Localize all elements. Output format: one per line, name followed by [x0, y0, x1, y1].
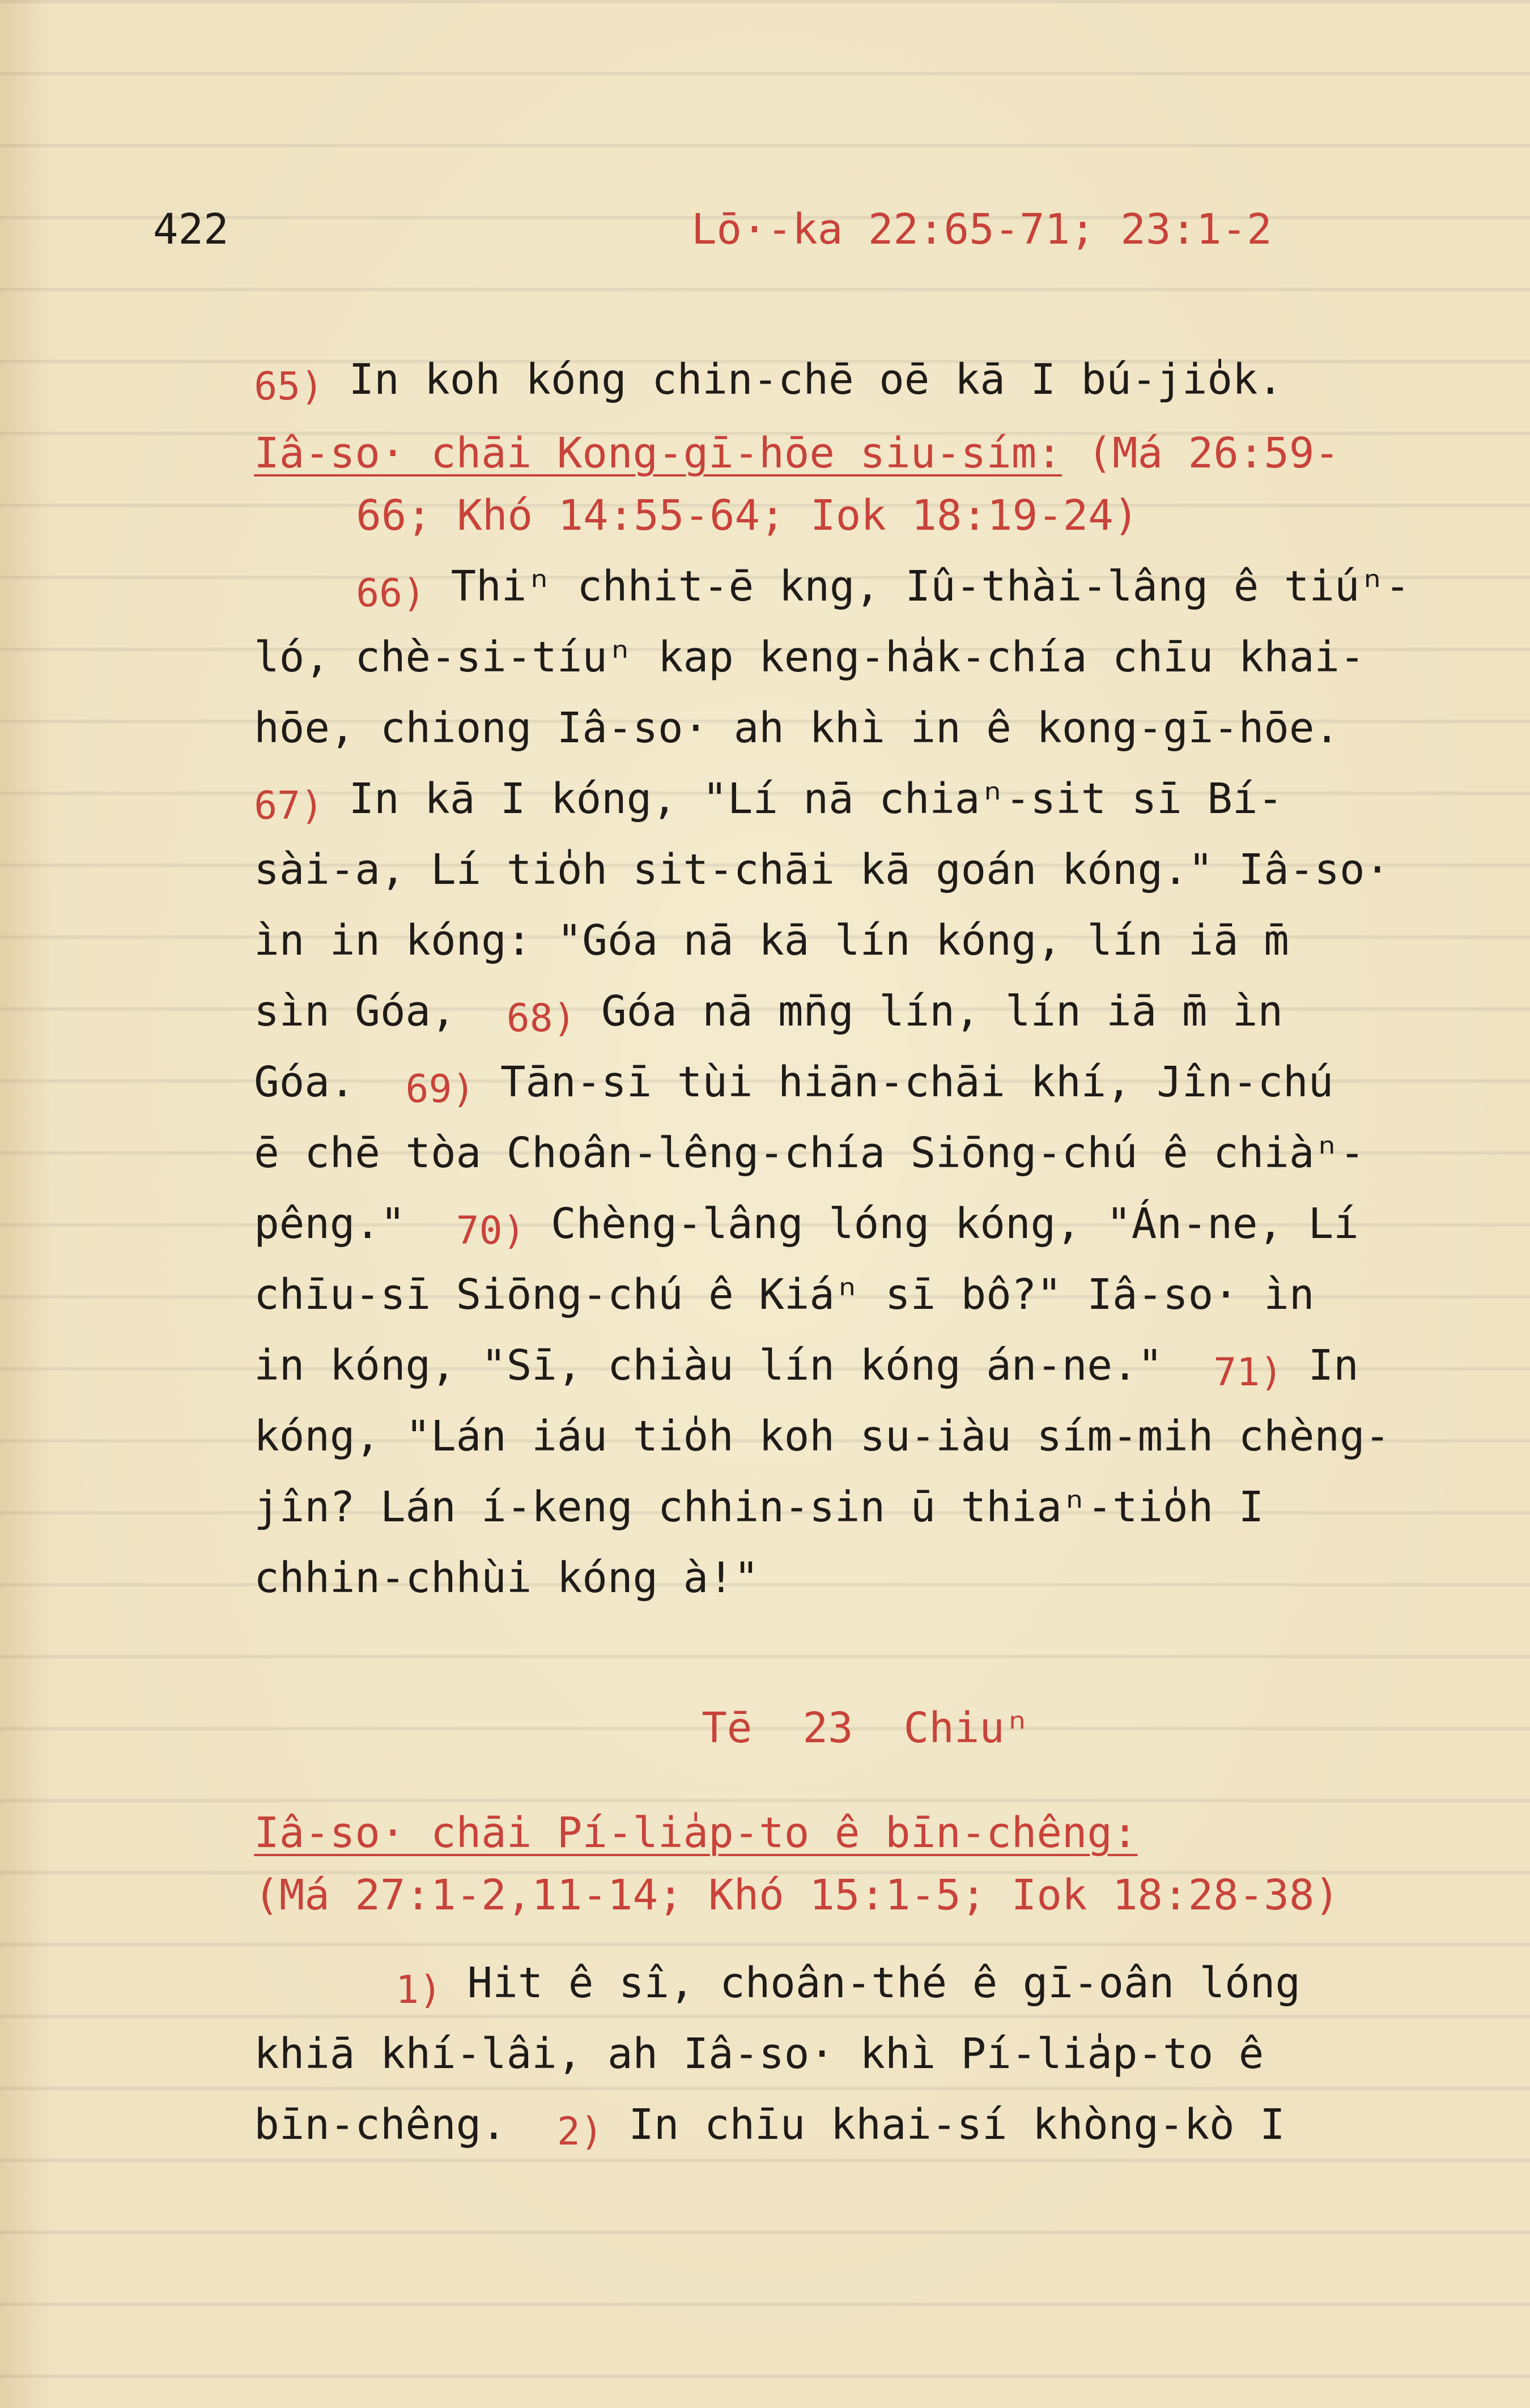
verse-line	[153, 1130, 1456, 1253]
verse-line	[153, 989, 1456, 1112]
page-number: 422	[153, 205, 229, 254]
verse-text: In chīu khai-sí khòng-kò I	[628, 2100, 1285, 2149]
section-heading: Iâ-so· chāi Pí-lia̍p-to ê bīn-chêng:	[254, 1809, 1138, 1857]
verse-line	[153, 1414, 1456, 1531]
running-reference: Lō·-ka 22:65-71; 23:1-2	[691, 205, 1272, 254]
section-heading: Iâ-so· chāi Kong-gī-hōe siu-sím:	[254, 429, 1062, 478]
section-heading-line	[153, 360, 1456, 478]
chapter-number: 23	[802, 1704, 853, 1752]
verse-text: jîn? Lán í-keng chhin-sin ū thiaⁿ-tio̍h I	[254, 1483, 1264, 1531]
verse-number: 65)	[254, 364, 324, 409]
verse-text: In	[1308, 1341, 1359, 1390]
chapter-label: Chiuⁿ	[903, 1704, 1030, 1752]
verse-number: 2)	[556, 2109, 604, 2154]
verse-line	[295, 1890, 1530, 2013]
verse-number: 66)	[356, 571, 426, 616]
parallel-reference: (Má 26:59-	[1087, 429, 1340, 478]
verse-line	[153, 564, 1456, 682]
verse-text: sài-a, Lí tio̍h sit-chāi kā goán kóng." Iâ-so·	[254, 845, 1391, 894]
parallel-reference: 66; Khó 14:55-64; Iok 18:19-24)	[356, 491, 1139, 540]
verse-line	[153, 1060, 1456, 1177]
verse-line	[255, 493, 1530, 616]
verse-text: Hit ê sî, choân-thé ê gī-oân lóng	[467, 1959, 1300, 2007]
verse-text: In koh kóng chin-chē oē kā I bú-jio̍k.	[348, 355, 1284, 404]
verse-text: khiā khí-lâi, ah Iâ-so· khì Pí-lia̍p-to ê	[254, 2030, 1264, 2078]
verse-line	[153, 918, 1456, 1041]
verse-text: Góa.	[254, 1058, 355, 1107]
verse-text: chhin-chhùi kóng à!"	[254, 1554, 759, 1602]
verse-text: in kóng, "Sī, chiàu lín kóng án-ne."	[254, 1341, 1163, 1390]
verse-number: 68)	[506, 996, 576, 1041]
verse-text: ē chē tòa Choân-lêng-chía Siōng-chú ê chiàⁿ-	[254, 1129, 1365, 1177]
verse-number: 71)	[1213, 1350, 1284, 1395]
verse-text: chīu-sī Siōng-chú ê Kiáⁿ sī bô?" Iâ-so· ìn	[254, 1270, 1315, 1319]
verse-number: 1)	[396, 1968, 443, 2013]
verse-text: Chèng-lâng lóng kóng, "Án-ne, Lí	[551, 1199, 1359, 1248]
verse-text: Thiⁿ chhit-ē kng, Iû-thài-lâng ê tiúⁿ-	[450, 562, 1410, 611]
verse-number: 67)	[254, 784, 324, 828]
section-heading-line	[153, 1739, 1456, 1857]
verse-line	[153, 776, 1456, 894]
chapter-label: Tē	[702, 1704, 753, 1752]
verse-text: bīn-chêng.	[254, 2100, 507, 2149]
verse-line	[153, 1343, 1456, 1461]
chapter-heading	[601, 1635, 1281, 1752]
verse-text: sìn Góa,	[254, 987, 456, 1036]
verse-line	[153, 705, 1456, 828]
verse-text: Tān-sī tùi hiān-chāi khí, Jîn-chú	[500, 1058, 1334, 1107]
verse-line	[153, 847, 1456, 965]
verse-text: hōe, chiong Iâ-so· ah khì in ê kong-gī-hōe.	[254, 704, 1340, 752]
verse-number: 70)	[456, 1209, 526, 1253]
page-header	[153, 198, 1456, 261]
verse-text: Góa nā mn̄g lín, lín iā m̄ ìn	[601, 987, 1284, 1036]
verse-line	[153, 286, 1456, 409]
parallel-reference: (Má 27:1-2,11-14; Khó 15:1-5; Iok 18:28-38)	[254, 1871, 1340, 1920]
verse-text: ló, chè-si-tíuⁿ kap keng-ha̍k-chía chīu khai-	[254, 633, 1365, 682]
verse-text: pêng."	[254, 1199, 406, 1248]
verse-line	[153, 2031, 1456, 2154]
verse-number: 69)	[405, 1067, 475, 1112]
verse-line	[153, 1201, 1456, 1319]
verse-line	[153, 1960, 1456, 2078]
verse-text: ìn in kóng: "Góa nā kā lín kóng, lín iā m̄	[254, 916, 1289, 965]
verse-text: kóng, "Lán iáu tio̍h koh su-iàu sím-mih chèng-	[254, 1412, 1391, 1461]
parallel-reference-line	[153, 1802, 1456, 1920]
verse-text: In kā I kóng, "Lí nā chiaⁿ-sit sī Bí-	[348, 775, 1284, 823]
verse-line	[153, 1272, 1456, 1395]
verse-line	[153, 635, 1456, 752]
verse-line	[153, 1484, 1456, 1602]
parallel-reference-cont	[255, 422, 1530, 540]
